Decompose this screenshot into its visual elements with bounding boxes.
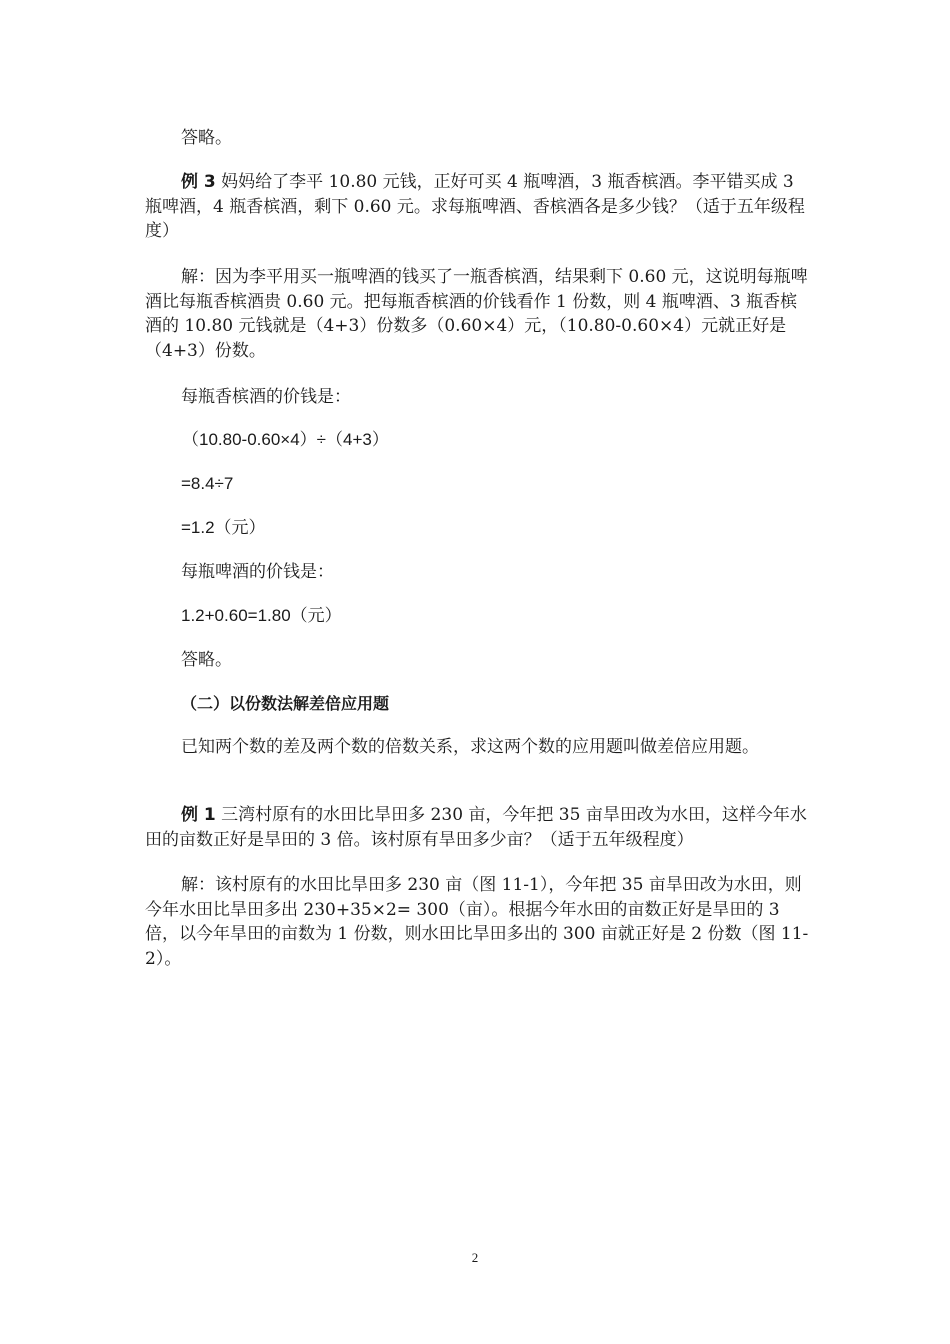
example-label: 例 3 [181,172,216,192]
section-heading: （二）以份数法解差倍应用题 [181,694,390,713]
equation-line-3: =1.2（元） [181,518,266,537]
paragraph-beer-price: 每瓶啤酒的价钱是： [181,562,334,582]
page-number: 2 [471,1250,479,1265]
equation-line-2: =8.4÷7 [181,474,234,493]
equation-line-1: （10.80-0.60×4）÷（4+3） [182,430,389,449]
paragraph-answer-2: 答略。 [181,650,232,670]
paragraph-champagne-price: 每瓶香槟酒的价钱是： [181,387,351,407]
paragraph-example-3 [145,170,809,244]
paragraph-solution-2: 解：该村原有的水田比旱田多 230 亩（图 11-1），今年把 35 亩旱田改为水田，则今年水田比旱田多出 230+35×2= 300（亩）。根据今年水田的亩数正好是旱田的 3 倍，以今年旱田的亩数为 1 份数，则水田比旱田多出的 300 亩就正好是 2 份数（图 11-2）。 [145,875,809,969]
paragraph-example-1 [145,803,809,852]
example-text: 三湾村原有的水田比旱田多 230 亩，今年把 35 亩旱田改为水田，这样今年水田的亩数正好是旱田的 3 倍。该村原有旱田多少亩？（适于五年级程度） [145,805,807,850]
paragraph-definition: 已知两个数的差及两个数的倍数关系，求这两个数的应用题叫做差倍应用题。 [181,737,759,757]
paragraph-solution-1: 解：因为李平用买一瓶啤酒的钱买了一瓶香槟酒，结果剩下 0.60 元，这说明每瓶啤酒比每瓶香槟酒贵 0.60 元。把每瓶香槟酒的价钱看作 1 份数，则 4 瓶啤酒、3 瓶香槟酒的 10.80 元钱就是（4+3）份数多（0.60×4）元，（10.80-0.60×4）元就正好是（4+3）份数。 [145,267,808,361]
example-text: 妈妈给了李平 10.80 元钱，正好可买 4 瓶啤酒，3 瓶香槟酒。李平错买成 3 瓶啤酒，4 瓶香槟酒，剩下 0.60 元。求每瓶啤酒、香槟酒各是多少钱？（适于五年级程度） [145,172,805,241]
example-label: 例 1 [181,805,216,825]
equation-line-4: 1.2+0.60=1.80（元） [181,606,342,625]
paragraph-answer-1: 答略。 [181,128,232,148]
